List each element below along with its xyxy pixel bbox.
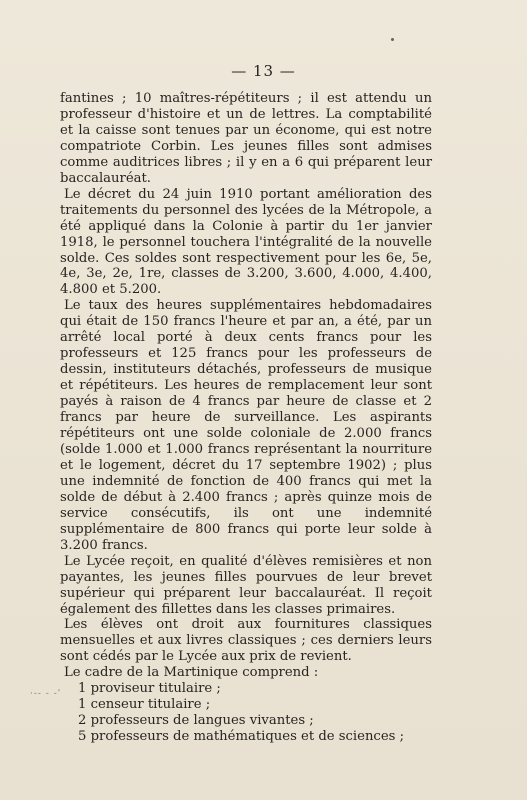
margin-pencil-mark: ·-- - -' bbox=[30, 689, 62, 699]
body-text bbox=[60, 91, 432, 745]
page-number: — 13 — bbox=[231, 62, 296, 80]
list-item: 2 professeurs de langues vivantes ; bbox=[78, 713, 314, 729]
paragraph-staff-intro: Le cadre de la Martinique comprend : bbox=[64, 665, 319, 681]
paragraph-overtime-rates: Le taux des heures supplémentaires hebdomadaires qui était de 150 francs l'heure et par an, a été, par un arrêté local porté à deux cents francs pour les professeurs et 125 francs pour les professeurs de dessin, instituteurs détachés, professeurs de musique et répétiteurs. Les heures de remplacement leur sont payés à raison de 4 francs par heure de classe et 2 francs par heure de surveillance. Les aspirants répétiteurs ont une solde coloniale de 2.000 francs (solde 1.000 et 1.000 francs représentant la nourriture et le logement, décret du 17 septembre 1902) ; plus une indemnité de fonction de 400 francs qui met la solde de début à 2.400 francs ; après quinze mois de service consécutifs, ils ont une indemnité supplémentaire de 800 francs qui porte leur solde à 3.200 francs. bbox=[60, 298, 432, 553]
paragraph-continued: fantines ; 10 maîtres-répétiteurs ; il est attendu un professeur d'histoire et un de lettres. La comptabilité et la caisse sont tenues par un économe, qui est notre compatriote Corbin. Les jeunes filles sont admises comme auditrices libres ; il y en a 6 qui préparent leur baccalauréat. bbox=[60, 91, 432, 186]
paragraph-decree-salaries: Le décret du 24 juin 1910 portant amélioration des traitements du personnel des lycées de la Métropole, a été appliqué dans la Colonie à partir du 1er janvier 1918, le personnel touchera l'intégralité de la nouvelle solde. Ces soldes sont respectivement pour les 6e, 5e, 4e, 3e, 2e, 1re, classes de 3.200, 3.600, 4.000, 4.400, 4.800 et 5.200. bbox=[60, 186, 432, 298]
list-item: 1 censeur titulaire ; bbox=[78, 697, 211, 713]
list-item: 1 proviseur titulaire ; bbox=[78, 681, 221, 697]
paragraph-supplies: Les élèves ont droit aux fournitures classiques mensuelles et aux livres classiques ; ces derniers leurs sont cédés par le Lycée aux prix de revient. bbox=[60, 617, 432, 665]
staff-list bbox=[60, 681, 432, 745]
list-item: 5 professeurs de mathématiques et de sciences ; bbox=[78, 729, 405, 745]
paragraph-girls-admission: Le Lycée reçoit, en qualité d'élèves remisières et non payantes, les jeunes filles pourvues de leur brevet supérieur qui préparent leur baccalauréat. Il reçoit également des fillettes dans les classes primaires. bbox=[60, 553, 432, 617]
ink-speck bbox=[391, 38, 394, 41]
